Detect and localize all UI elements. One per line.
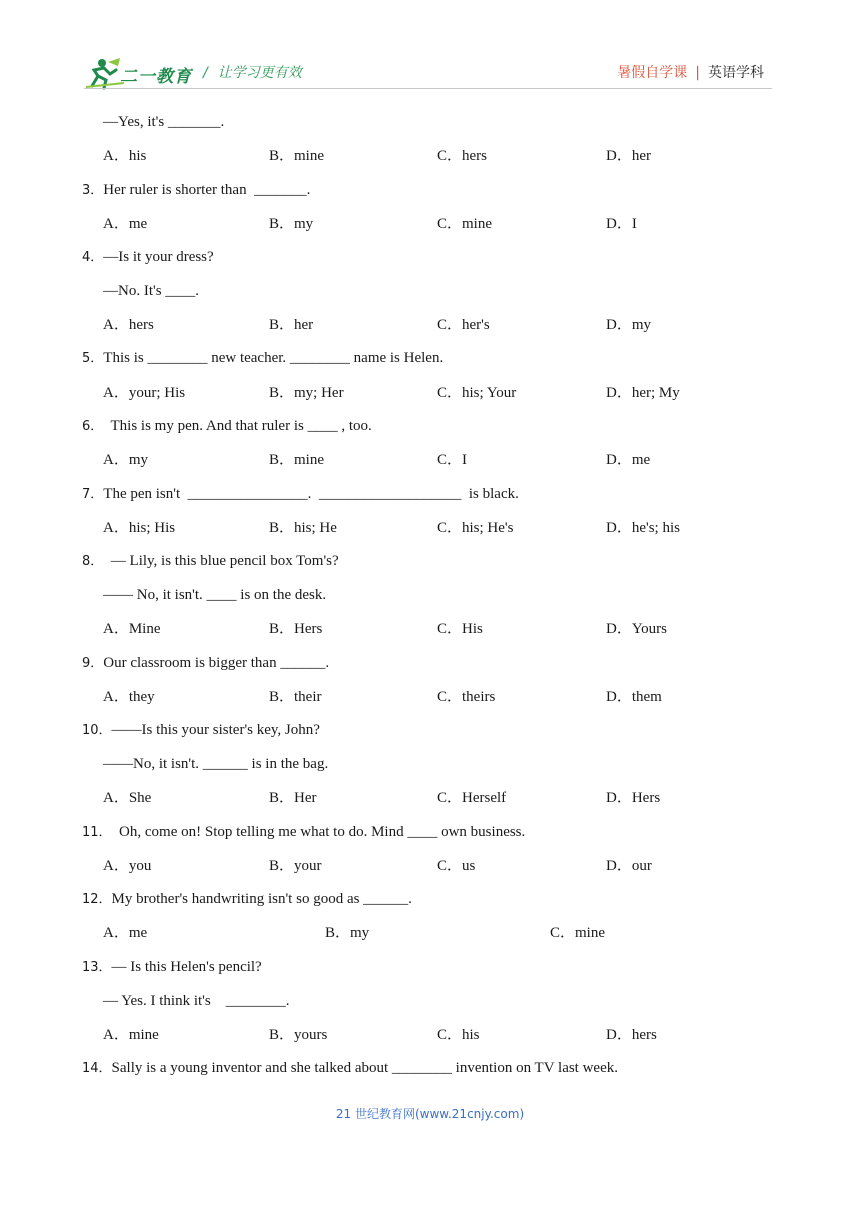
- question-text: — Is this Helen's pencil?: [111, 959, 262, 975]
- q8-option-a: A．Mine: [103, 621, 161, 637]
- q8-option-d: D．Yours: [606, 621, 667, 637]
- q6-option-d: D．me: [606, 452, 651, 468]
- q8-option-c: C．His: [437, 621, 483, 637]
- q3-option-c: C．mine: [437, 216, 492, 232]
- question-number: 10．: [82, 723, 112, 738]
- question-8: [82, 551, 339, 572]
- question-number: 5．: [82, 351, 104, 366]
- question-number: 3．: [82, 183, 104, 198]
- question-5: [82, 348, 443, 369]
- q2-option-b: B．mine: [269, 148, 324, 164]
- q11-option-c: C．us: [437, 858, 476, 874]
- question-text: Her ruler is shorter than _______.: [103, 182, 311, 198]
- question-number: 7．: [82, 487, 104, 502]
- q3-option-a: A．me: [103, 216, 148, 232]
- q12-option-a: A．me: [103, 925, 148, 941]
- q12-option-c: C．mine: [550, 925, 605, 941]
- q12-option-b: B．my: [325, 925, 370, 941]
- question-text: Sally is a young inventor and she talked about ________ invention on TV last week.: [111, 1060, 619, 1076]
- course-label: 暑假自学课: [617, 65, 688, 81]
- q10-option-b: B．Her: [269, 790, 317, 806]
- question-number: 14．: [82, 1061, 112, 1076]
- q3-option-d: D．I: [606, 216, 637, 232]
- q9-option-a: A．they: [103, 689, 155, 705]
- q11-option-a: A．you: [103, 858, 152, 874]
- question-6: [82, 416, 372, 437]
- q4-option-c: C．her's: [437, 317, 490, 333]
- course-subject-label: [617, 62, 764, 82]
- logo-text: 二一教育: [120, 67, 192, 87]
- subject-label: 英语学科: [708, 65, 764, 81]
- q7-option-a: A．his; His: [103, 520, 176, 536]
- question-text: Our classroom is bigger than ______.: [103, 655, 330, 671]
- slogan-text: 让学习更有效: [217, 65, 302, 81]
- q9-option-b: B．their: [269, 689, 322, 705]
- q6-option-a: A．my: [103, 452, 149, 468]
- question-number: 8．: [82, 554, 104, 569]
- q5-option-a: A．your; His: [103, 385, 186, 401]
- q7-option-c: C．his; He's: [437, 520, 514, 536]
- question-number: 13．: [82, 960, 112, 975]
- q10-answer-line: ——No, it isn't. ______ is in the bag.: [103, 756, 329, 772]
- q4-option-a: A．hers: [103, 317, 154, 333]
- question-text: My brother's handwriting isn't so good as ______.: [111, 891, 412, 907]
- question-11: [82, 822, 525, 843]
- q5-option-c: C．his; Your: [437, 385, 517, 401]
- q10-option-c: C．Herself: [437, 790, 507, 806]
- q7-option-b: B．his; He: [269, 520, 337, 536]
- q13-answer-line: — Yes. I think it's ________.: [103, 993, 290, 1009]
- q8-answer-line: —— No, it isn't. ____ is on the desk.: [103, 587, 327, 603]
- q13-option-b: B．yours: [269, 1027, 328, 1043]
- question-14: [82, 1058, 618, 1079]
- q4-answer-line: —No. It's ____.: [103, 283, 200, 299]
- question-4: [82, 247, 214, 268]
- question-number: 6．: [82, 419, 104, 434]
- slogan: / 让学习更有效: [203, 65, 302, 81]
- q8-option-b: B．Hers: [269, 621, 323, 637]
- question-13: [82, 957, 262, 978]
- question-3: [82, 180, 310, 201]
- q2-answer-line: —Yes, it's _______.: [103, 114, 225, 130]
- q11-option-b: B．your: [269, 858, 322, 874]
- question-number: 11．: [82, 825, 112, 840]
- q4-option-b: B．her: [269, 317, 314, 333]
- q10-option-d: D．Hers: [606, 790, 661, 806]
- q6-option-c: C．I: [437, 452, 468, 468]
- question-number: 12．: [82, 892, 112, 907]
- q9-option-c: C．theirs: [437, 689, 496, 705]
- question-text: This is ________ new teacher. ________ name is Helen.: [103, 350, 444, 366]
- q13-option-a: A．mine: [103, 1027, 159, 1043]
- q6-option-b: B．mine: [269, 452, 324, 468]
- question-text: —Is it your dress?: [103, 249, 214, 265]
- question-7: [82, 484, 519, 505]
- q2-option-c: C．hers: [437, 148, 487, 164]
- page-header: [0, 0, 860, 100]
- question-text: The pen isn't ________________. ___________________ is black.: [103, 486, 519, 502]
- q13-option-d: D．hers: [606, 1027, 657, 1043]
- page-footer[interactable]: 21 世纪教育网(www.21cnjy.com): [335, 1107, 525, 1121]
- question-text: ——Is this your sister's key, John?: [111, 722, 320, 738]
- label-divider: |: [695, 65, 700, 81]
- q5-option-d: D．her; My: [606, 385, 680, 401]
- q13-option-c: C．his: [437, 1027, 480, 1043]
- question-text: Oh, come on! Stop telling me what to do. Mind ____ own business.: [111, 824, 526, 840]
- question-10: [82, 720, 320, 741]
- question-text: This is my pen. And that ruler is ____ , too.: [103, 418, 372, 434]
- q11-option-d: D．our: [606, 858, 652, 874]
- question-text: — Lily, is this blue pencil box Tom's?: [103, 553, 339, 569]
- q3-option-b: B．my: [269, 216, 314, 232]
- question-12: [82, 889, 412, 910]
- q5-option-b: B．my; Her: [269, 385, 344, 401]
- q7-option-d: D．he's; his: [606, 520, 680, 536]
- question-9: [82, 653, 329, 674]
- question-number: 9．: [82, 656, 104, 671]
- q9-option-d: D．them: [606, 689, 662, 705]
- q4-option-d: D．my: [606, 317, 652, 333]
- header-rule: [84, 88, 772, 89]
- question-number: 4．: [82, 250, 104, 265]
- q2-option-a: A．his: [103, 148, 147, 164]
- q10-option-a: A．She: [103, 790, 152, 806]
- q2-option-d: D．her: [606, 148, 651, 164]
